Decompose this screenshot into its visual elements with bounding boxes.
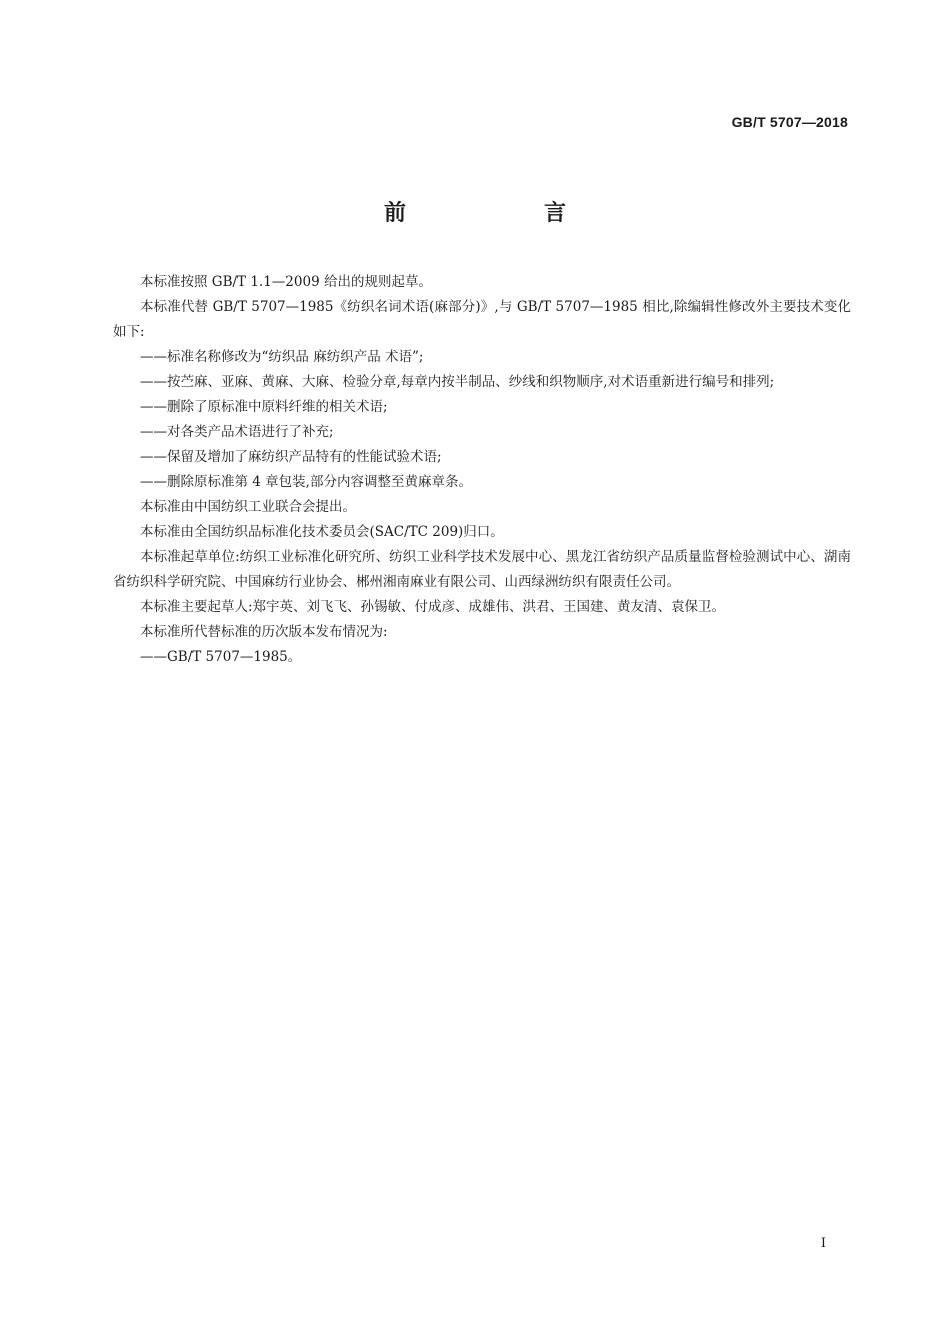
foreword-body bbox=[113, 270, 851, 670]
previous-edition-item: ——GB/T 5707—1985。 bbox=[140, 649, 302, 665]
page-title: 前 言 bbox=[383, 201, 624, 226]
standard-code: GB/T 5707—2018 bbox=[731, 114, 848, 130]
change-item-name: ——标准名称修改为“纺织品 麻纺织产品 术语”; bbox=[140, 349, 424, 365]
paragraph-drafting-rules: 本标准按照 GB/T 1.1—2009 给出的规则起草。 bbox=[140, 274, 432, 290]
paragraph-drafters: 本标准主要起草人:郑宇英、刘飞飞、孙锡敏、付成彦、成雄伟、洪君、王国建、黄友清、袁保卫。 bbox=[140, 599, 726, 615]
change-item-test-terms: ——保留及增加了麻纺织产品特有的性能试验术语; bbox=[140, 449, 442, 465]
paragraph-centralized-by: 本标准由全国纺织品标准化技术委员会(SAC/TC 209)归口。 bbox=[140, 524, 504, 540]
paragraph-replaces: 本标准代替 GB/T 5707—1985《纺织名词术语(麻部分)》,与 GB/T 5707—1985 相比,除编辑性修改外主要技术变化如下: bbox=[113, 299, 851, 340]
paragraph-proposed-by: 本标准由中国纺织工业联合会提出。 bbox=[140, 499, 356, 515]
paragraph-drafting-units: 本标准起草单位:纺织工业标准化研究所、纺织工业科学技术发展中心、黑龙江省纺织产品质量监督检验测试中心、湖南省纺织科学研究院、中国麻纺行业协会、郴州湘南麻业有限公司、山西绿洲纺织有限责任公司。 bbox=[113, 549, 851, 590]
change-item-packaging: ——删除原标准第 4 章包装,部分内容调整至黄麻章条。 bbox=[140, 474, 472, 490]
page-number: I bbox=[820, 1236, 826, 1251]
change-item-chapters: ——按苎麻、亚麻、黄麻、大麻、检验分章,每章内按半制品、纱线和织物顺序,对术语重新进行编号和排列; bbox=[140, 374, 775, 390]
change-item-product-terms: ——对各类产品术语进行了补充; bbox=[140, 424, 334, 440]
change-item-fiber-terms: ——删除了原标准中原料纤维的相关术语; bbox=[140, 399, 388, 415]
paragraph-previous-editions: 本标准所代替标准的历次版本发布情况为: bbox=[140, 624, 388, 640]
